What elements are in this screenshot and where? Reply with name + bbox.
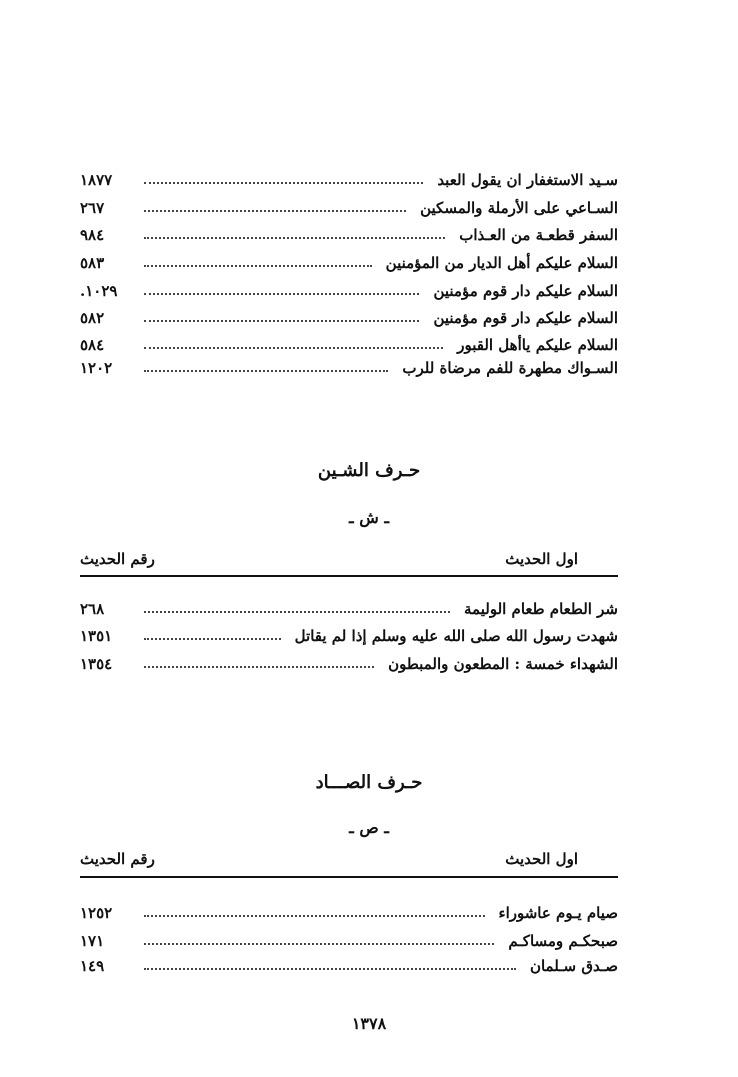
hadith-title: السفر قطعـة من العـذاب — [459, 226, 618, 244]
list-item — [80, 223, 618, 247]
section-letter: ـ ص ـ — [349, 818, 389, 837]
page-number: ١٣٧٨ — [351, 1014, 387, 1033]
dot-leader — [144, 293, 419, 295]
hadith-title: السلام عليكم ياأهل القبور — [457, 336, 618, 354]
hadith-number: ١٣٥٤ — [80, 655, 113, 673]
list-item — [80, 168, 618, 192]
list-item — [80, 306, 618, 330]
dot-leader — [144, 611, 450, 613]
list-item — [80, 624, 618, 648]
hadith-number: ١٣٥١ — [80, 627, 113, 645]
dot-leader — [144, 943, 494, 945]
hadith-title: السلام عليكم دار قوم مؤمنين — [433, 309, 618, 327]
list-item — [80, 597, 618, 621]
section-letter: ـ ش ـ — [348, 508, 390, 527]
dot-leader — [144, 237, 445, 239]
divider — [80, 876, 618, 878]
dot-leader — [144, 182, 423, 184]
list-item — [80, 901, 618, 925]
hadith-number: ١٧١ — [80, 932, 105, 950]
hadith-number: ١٢٠٢ — [80, 359, 113, 377]
hadith-title: السـاعي على الأرملة والمسكين — [420, 199, 618, 217]
hadith-title: شر الطعام طعام الوليمة — [464, 600, 618, 618]
hadith-title: السلام عليكم دار قوم مؤمنين — [433, 282, 618, 300]
divider — [80, 575, 618, 577]
dot-leader — [144, 265, 372, 267]
hadith-number: ١٢٥٢ — [80, 904, 113, 922]
column-header-row — [80, 848, 618, 870]
dot-leader — [144, 666, 374, 668]
section-heading: حـرف الشـين — [317, 460, 421, 481]
hadith-number: ١٨٧٧ — [80, 171, 113, 189]
hadith-title: صـدق سـلمان — [529, 957, 618, 975]
list-item — [80, 333, 618, 357]
hadith-number: ٢٦٨ — [80, 600, 105, 618]
hadith-number: ١٤٩ — [80, 957, 105, 975]
list-item — [80, 251, 618, 275]
hadith-title: صبحكـم ومساكـم — [508, 932, 618, 950]
list-item — [80, 279, 618, 303]
column-header-number: رقم الحديث — [80, 550, 155, 568]
hadith-title: سـيد الاستغفار ان يقول العبد — [437, 171, 618, 189]
column-header-first: اول الحديث — [505, 550, 578, 568]
hadith-title: شهدت رسول الله صلى الله عليه وسلم إذا لم يقاتل — [294, 627, 618, 645]
dot-leader — [144, 968, 516, 970]
hadith-number: ١٠٢٩. — [80, 282, 118, 300]
column-header-first: اول الحديث — [505, 850, 578, 868]
hadith-title: السـواك مطهرة للفم مرضاة للرب — [402, 359, 618, 377]
hadith-title: صيام يـوم عاشوراء — [498, 904, 618, 922]
list-item — [80, 652, 618, 676]
column-header-row — [80, 548, 618, 570]
hadith-title: الشهداء خمسة : المطعون والمبطون — [388, 655, 618, 673]
list-item — [80, 954, 618, 978]
hadith-number: ٥٨٣ — [80, 254, 105, 272]
list-item — [80, 929, 618, 953]
dot-leader — [144, 347, 443, 349]
hadith-number: ٥٨٤ — [80, 336, 105, 354]
dot-leader — [144, 915, 485, 917]
dot-leader — [144, 210, 406, 212]
list-item — [80, 196, 618, 220]
dot-leader — [144, 370, 388, 372]
hadith-number: ٥٨٢ — [80, 309, 105, 327]
column-header-number: رقم الحديث — [80, 850, 155, 868]
hadith-title: السلام عليكم أهل الديار من المؤمنين — [385, 254, 618, 272]
dot-leader — [144, 638, 281, 640]
hadith-number: ٩٨٤ — [80, 226, 105, 244]
list-item — [80, 356, 618, 380]
hadith-number: ٢٦٧ — [80, 199, 105, 217]
dot-leader — [144, 320, 419, 322]
section-heading: حـرف الصـــاد — [315, 772, 423, 793]
